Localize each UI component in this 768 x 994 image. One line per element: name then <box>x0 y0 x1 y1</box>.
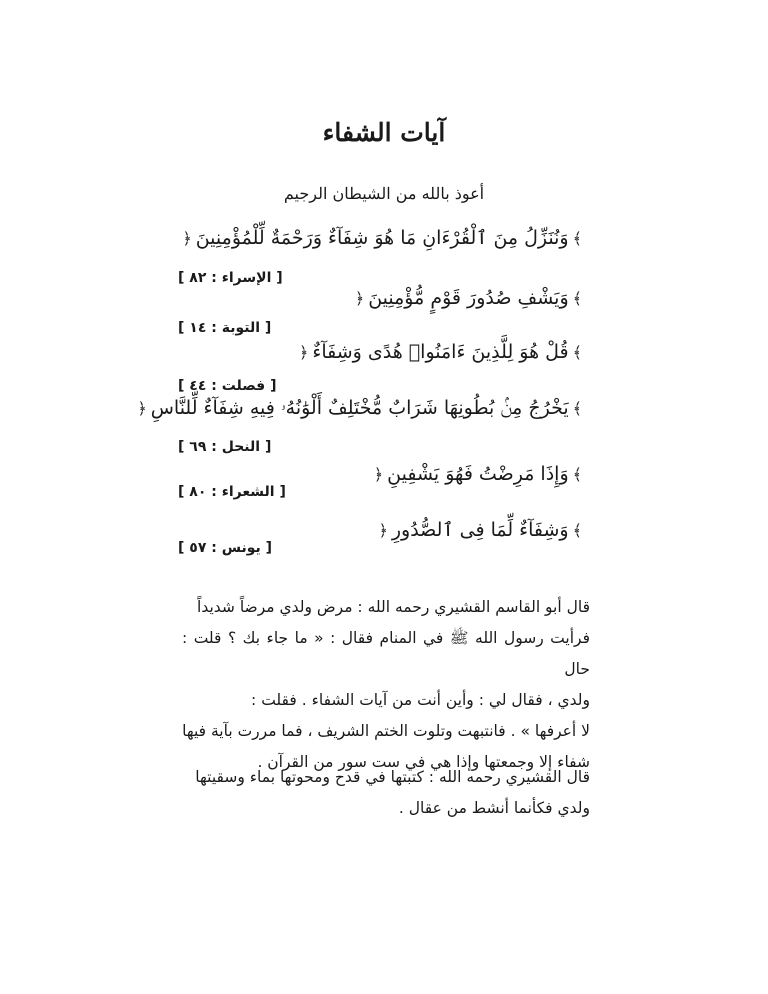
ornament-close: ﴿ <box>378 521 388 540</box>
verse-reference: [ التوبة : ١٤ ] <box>178 320 272 336</box>
ornament-close: ﴿ <box>137 399 147 418</box>
verse-reference: [ الإسراء : ٨٢ ] <box>178 270 283 286</box>
verse-2 <box>351 286 586 311</box>
verse-text: وَيَشْفِ صُدُورَ قَوْمٍ مُّؤْمِنِينَ <box>368 287 569 309</box>
ornament-open: ﴾ <box>572 289 582 308</box>
ornament-open: ﴾ <box>572 229 582 248</box>
verse-reference: [ الشعراء : ٨٠ ] <box>178 484 286 500</box>
istiadha-line: أعوذ بالله من الشيطان الرجيم <box>283 184 485 203</box>
ornament-close: ﴿ <box>299 343 309 362</box>
verse-5 <box>370 462 586 487</box>
verse-reference: [ فصلت : ٤٤ ] <box>178 378 277 394</box>
paragraph-line: ولدي فكأنما أنشط من عقال . <box>398 799 590 817</box>
verse-text: وَشِفَآءٌ لِّمَا فِى ٱلصُّدُورِ <box>391 519 569 541</box>
paragraph-line: شفاء إلا وجمعتها وإذا هي في ست سور من القرآن . <box>257 753 590 771</box>
verse-text: وَإِذَا مَرِضْتُ فَهُوَ يَشْفِينِ <box>387 463 569 485</box>
ornament-close: ﴿ <box>373 465 384 484</box>
verse-text: وَنُنَزِّلُ مِنَ ٱلْقُرْءَانِ مَا هُوَ شِفَآءٌ وَرَحْمَةٌ لِّلْمُؤْمِنِينَ <box>195 227 569 249</box>
verse-4 <box>133 396 586 421</box>
verse-reference: [ النحل : ٦٩ ] <box>178 439 272 455</box>
ornament-open: ﴾ <box>572 521 582 540</box>
ornament-close: ﴿ <box>182 229 192 248</box>
verse-reference: [ يونس : ٥٧ ] <box>178 540 273 556</box>
verse-text: يَخْرُجُ مِنۢ بُطُونِهَا شَرَابٌ مُّخْتَلِفٌ أَلْوَٰنُهُۥ فِيهِ شِفَآءٌ لِّلنَّاسِ <box>150 397 569 419</box>
story-paragraph-2 <box>182 762 590 824</box>
page-title: آيات الشفاء <box>322 118 446 147</box>
paragraph-line: قال القشيري رحمه الله : كتبتها في قدح ومحوتها بماء وسقيتها <box>195 768 590 786</box>
verse-3 <box>295 340 586 365</box>
paragraph-line: لا أعرفها » . فانتبهت وتلوت الختم الشريف ، فما مررت بآية فيها <box>182 722 590 740</box>
verse-text: قُلْ هُوَ لِلَّذِينَ ءَامَنُوا۟ هُدًى وَشِفَآءٌ <box>312 341 569 363</box>
paragraph-line: فرأيت رسول الله ﷺ في المنام فقال : « ما جاء بك ؟ قلت : حال <box>182 629 590 678</box>
ornament-open: ﴾ <box>572 465 582 484</box>
story-paragraph-1 <box>182 592 590 778</box>
paragraph-line: قال أبو القاسم القشيري رحمه الله : مرض ولدي مرضاً شديداً <box>197 598 590 616</box>
verse-6 <box>374 518 586 543</box>
ornament-open: ﴾ <box>572 399 582 418</box>
paragraph-line: ولدي ، فقال لي : وأين أنت من آيات الشفاء . فقلت : <box>251 691 590 709</box>
ornament-close: ﴿ <box>354 289 365 308</box>
verse-1 <box>178 226 586 251</box>
ornament-open: ﴾ <box>572 343 582 362</box>
